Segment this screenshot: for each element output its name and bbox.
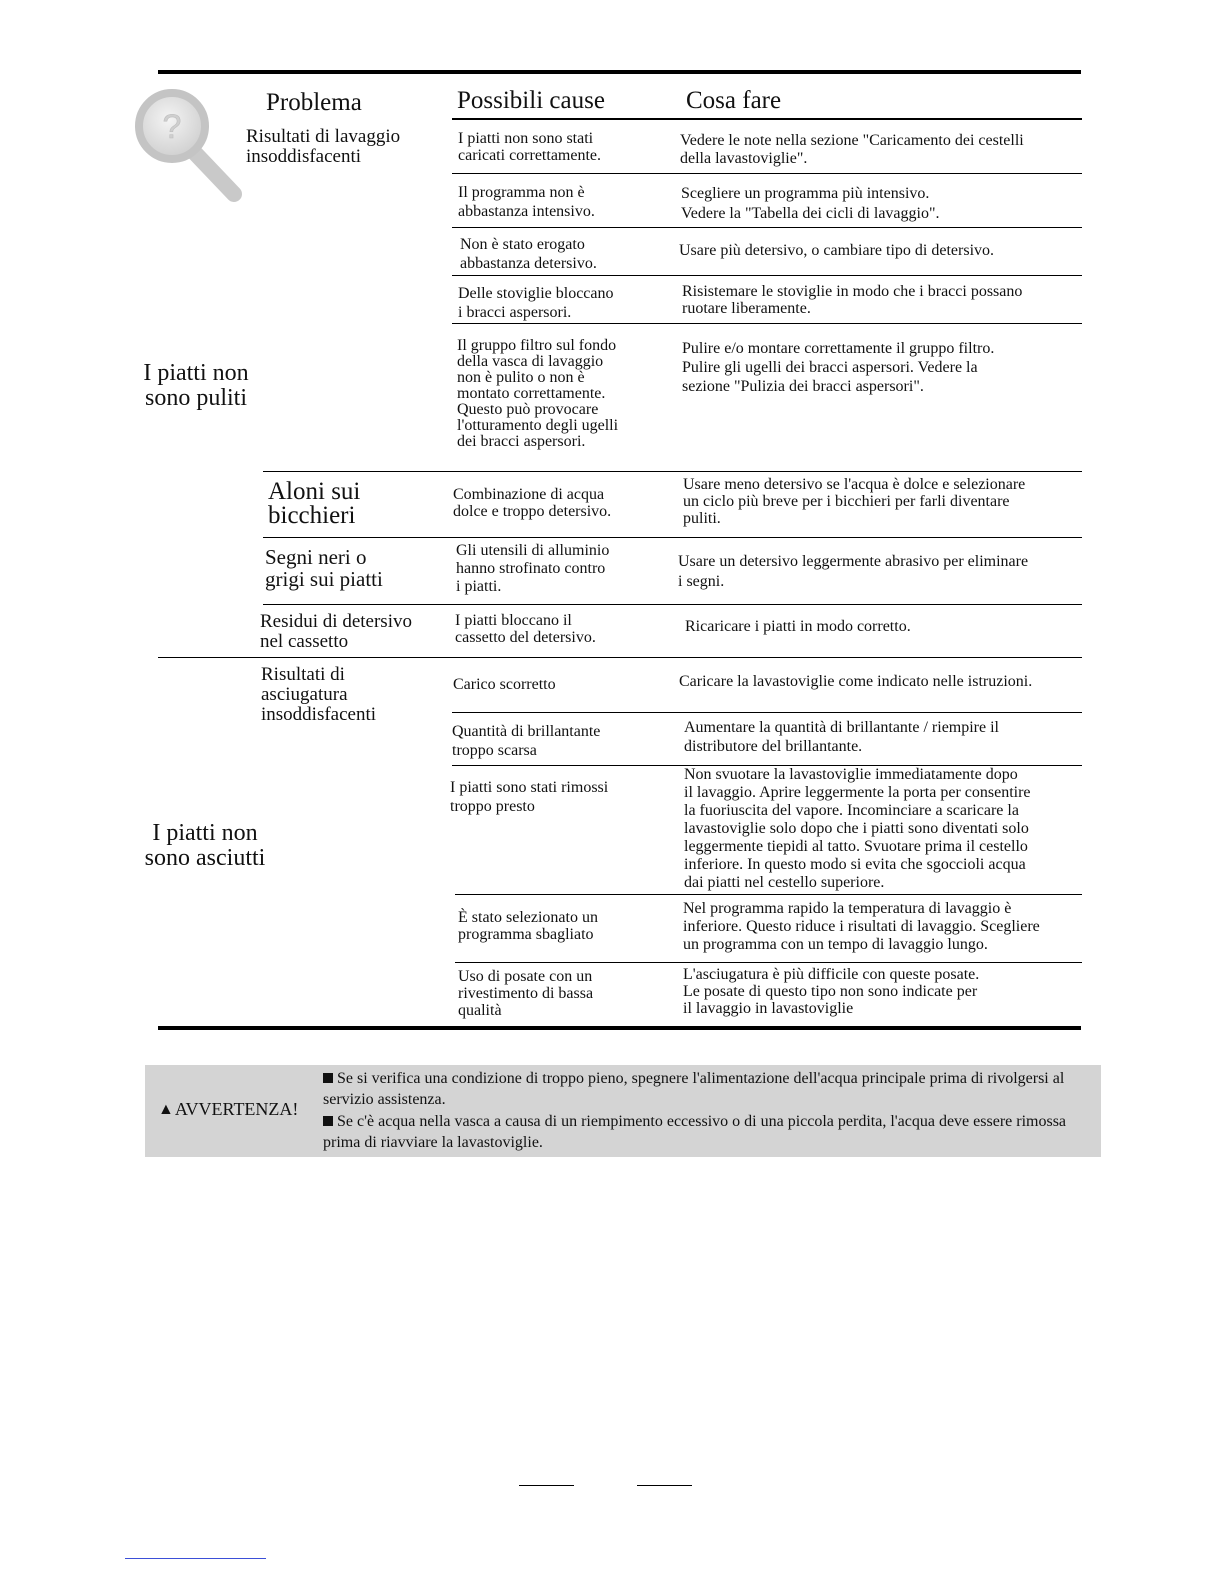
row-divider xyxy=(452,712,1082,713)
footer-link-underline xyxy=(125,1558,266,1559)
warning-label-text: AVVERTENZA! xyxy=(174,1099,299,1119)
warning-label xyxy=(158,1099,298,1120)
action-text: Usare un detersivo leggermente abrasivo per eliminare i segni. xyxy=(678,553,1029,590)
row-divider xyxy=(452,275,1082,276)
group-not-clean: I piatti non sono puliti xyxy=(143,360,249,411)
row-divider xyxy=(452,173,1082,174)
problem-washing-results: Risultati di lavaggio insoddisfacenti xyxy=(246,126,401,167)
warning-triangle-icon: ▲ xyxy=(158,1101,174,1118)
group-not-dry: I piatti non sono asciutti xyxy=(144,820,266,871)
cause-text: Quantità di brillantante troppo scarsa xyxy=(452,723,601,759)
row-divider xyxy=(455,962,1082,963)
action-text: L'asciugatura è più difficile con queste posate. Le posate di questo tipo non sono indicate per il lavaggio in lavastoviglie xyxy=(683,966,980,1017)
header-actions: Cosa fare xyxy=(686,87,782,114)
row-divider xyxy=(455,894,1082,895)
warning-item: Se si verifica una condizione di troppo pieno, spegnere l'alimentazione dell'acqua principale prima di rivolgersi al servizio assistenza. xyxy=(323,1070,1065,1108)
problem-glass-spots: Aloni sui bicchieri xyxy=(268,478,361,529)
cause-text: Combinazione di acqua dolce e troppo detersivo. xyxy=(453,486,612,520)
search-question-icon xyxy=(132,86,244,204)
table-bottom-border xyxy=(158,1026,1081,1030)
action-text: Aumentare la quantità di brillantante / riempire il distributore del brillantante. xyxy=(684,719,999,755)
row-divider xyxy=(263,537,1082,538)
bullet-icon xyxy=(323,1116,333,1126)
action-text: Vedere le note nella sezione "Caricamento dei cestelli della lavastoviglie". xyxy=(680,132,1024,167)
problem-detergent-residue: Residui di detersivo nel cassetto xyxy=(260,611,412,652)
cause-text: Il gruppo filtro sul fondo della vasca di lavaggio non è pulito o non è montato correttamente. Questo può provocare l'otturamento degli ugelli dei bracci aspersori. xyxy=(457,337,619,450)
action-text: Risistemare le stoviglie in modo che i bracci possano ruotare liberamente. xyxy=(682,283,1023,317)
action-text: Nel programma rapido la temperatura di lavaggio è inferiore. Questo riduce i risultati di lavaggio. Scegliere un programma con un tempo di lavaggio lungo. xyxy=(683,900,1040,953)
action-text: Usare meno detersivo se l'acqua è dolce e selezionare un ciclo più breve per i bicchieri per farli diventare puliti. xyxy=(683,476,1026,527)
action-text: Scegliere un programma più intensivo. Vedere la "Tabella dei cicli di lavaggio". xyxy=(681,185,940,222)
cause-text: È stato selezionato un programma sbagliato xyxy=(458,909,598,943)
bullet-icon xyxy=(323,1073,333,1083)
warning-item: Se c'è acqua nella vasca a causa di un riempimento eccessivo o di una piccola perdita, l'acqua deve essere rimossa prima di riavviare la lavastoviglie. xyxy=(323,1113,1067,1151)
action-text: Ricaricare i piatti in modo corretto. xyxy=(685,618,911,635)
problem-drying-results: Risultati di asciugatura insoddisfacenti xyxy=(261,664,377,725)
row-divider xyxy=(263,471,1082,472)
question-glyph: ? xyxy=(162,108,182,146)
row-divider xyxy=(452,227,1082,228)
cause-text: Uso di posate con un rivestimento di bassa qualità xyxy=(458,968,594,1019)
row-divider xyxy=(452,323,1082,324)
header-divider xyxy=(452,118,1082,120)
cause-text: I piatti sono stati rimossi troppo presto xyxy=(450,779,609,815)
table-top-border xyxy=(158,70,1081,74)
header-problem: Problema xyxy=(266,89,362,116)
action-text: Usare più detersivo, o cambiare tipo di detersivo. xyxy=(679,242,995,259)
header-causes: Possibili cause xyxy=(457,87,605,114)
cause-text: Il programma non è abbastanza intensivo. xyxy=(458,184,595,220)
cause-text: I piatti non sono stati caricati correttamente. xyxy=(458,130,602,164)
action-text: Non svuotare la lavastoviglie immediatamente dopo il lavaggio. Aprire leggermente la porta per consentire la fuoriuscita del vapore. Incominciare a scaricare la lavastoviglie solo dopo che i piatti sono diventati solo leggermente tiepidi al tatto. Svuotare prima il cestello inferiore. In questo modo si evita che sgoccioli acqua dai piatti nel cestello superiore. xyxy=(684,766,1031,891)
cause-text: Carico scorretto xyxy=(453,676,556,693)
cause-text: Gli utensili di alluminio hanno strofinato contro i piatti. xyxy=(456,542,610,595)
page-number-right-line xyxy=(637,1485,692,1486)
action-text: Pulire e/o montare correttamente il gruppo filtro. Pulire gli ugelli dei bracci aspersori. Vedere la sezione "Pulizia dei bracci aspersori". xyxy=(682,340,995,395)
row-divider xyxy=(263,604,1082,605)
cause-text: Delle stoviglie bloccano i bracci aspersori. xyxy=(458,285,614,321)
problem-black-marks: Segni neri o grigi sui piatti xyxy=(265,545,383,591)
cause-text: I piatti bloccano il cassetto del detersivo. xyxy=(455,612,596,646)
section-divider xyxy=(158,657,1082,658)
cause-text: Non è stato erogato abbastanza detersivo. xyxy=(460,236,597,272)
page-number-left-line xyxy=(519,1485,574,1486)
action-text: Caricare la lavastoviglie come indicato nelle istruzioni. xyxy=(679,673,1033,690)
